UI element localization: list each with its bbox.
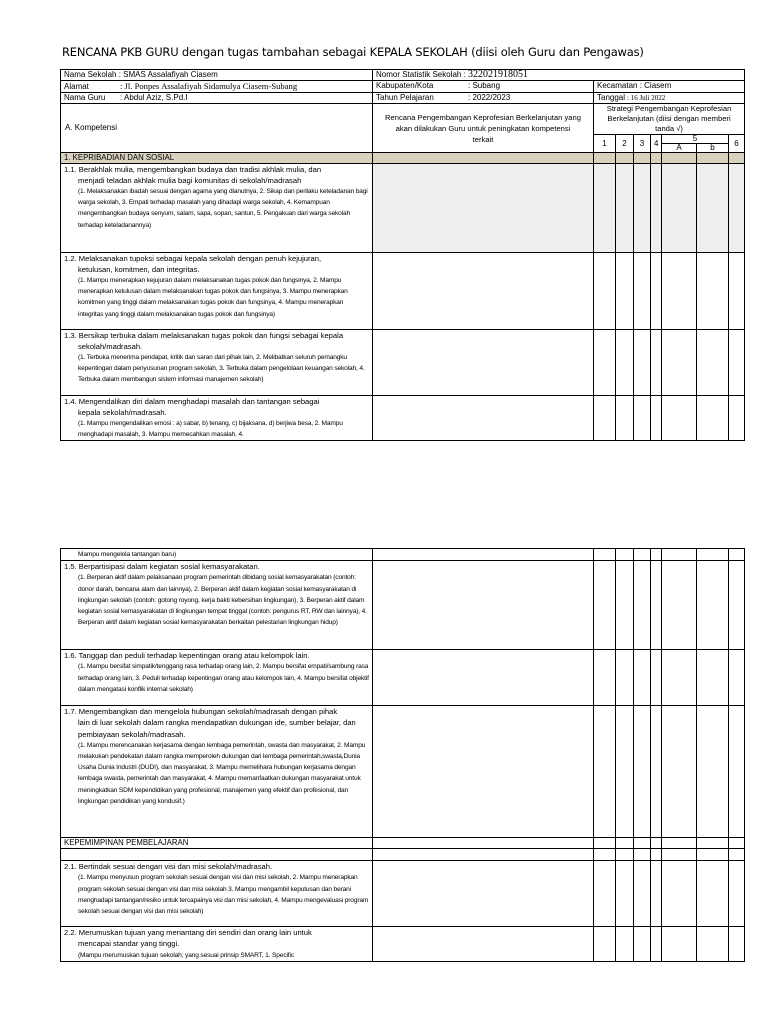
strategy-col-5b: b	[697, 144, 729, 153]
competency-2-2: 2.2. Merumuskan tujuan yang menantang diri sendiri dan orang lain untuk mencapai standar yang tinggi. (Mampu merumuskan tujuan sekolah; yang sesuai prinsip SMART, 1. Specific	[61, 927, 373, 962]
competency-1-7: 1.7. Mengembangkan dan mengelola hubungan sekolah/madrasah dengan pihak lain di luar sekolah dalam rangka mendapatkan dukungan ide, sumber belajar, dan pembiayaan sekolah/madrasah. (1. Mampu merencanakan kerjasama dengan lembaga pemerintah, swasta dan masyarakat, 2. Mampu melakukan pendekatan dalam rangka memperoleh dukungan dari lembaga pemerintah,swasta,Dunia Usaha Dunia Industri (DUDI), dan masyarakat, 3. Mampu memelihara hubungan kerjasama dengan lembaga swasta, pemerintah dan masyarakat, 4. Mampu memanfaatkan dukungan masyarakat untuk meningkatkan SDM kependidikan yang profesional, manajemen yang efektif dan profesional, dan lingkungan pendidikan yang kondusif.)	[61, 706, 373, 838]
strategy-col-1: 1	[594, 135, 616, 153]
pkb-plan-table-page2	[60, 548, 745, 962]
competency-1-4-continued: Mampu mengelola tantangan baru)	[61, 549, 373, 561]
strategy-col-6: 6	[729, 135, 745, 153]
strategy-header: Strategi Pengembangan Keprofesian Berkelanjutan (diisi dengan memberi tanda √)	[594, 104, 745, 135]
plan-cell-1-4[interactable]	[373, 395, 594, 441]
plan-header: Rencana Pengembangan Keprofesian Berkelanjutan yang akan dilakukan Guru untuk peningkatan kompetensi terkait	[373, 104, 594, 153]
strategy-col-4: 4	[651, 135, 662, 153]
document-title: RENCANA PKB GURU dengan tugas tambahan sebagai KEPALA SEKOLAH (diisi oleh Guru dan Pengawas)	[62, 45, 644, 59]
strategy-col-5a: A	[662, 144, 697, 153]
school-year-cell: Tahun Pelajaran : 2022/2023	[373, 93, 594, 104]
plan-cell-2-2[interactable]	[373, 927, 594, 962]
plan-cell-1-3[interactable]	[373, 329, 594, 395]
plan-cell-1-6[interactable]	[373, 650, 594, 706]
competency-1-4: 1.4. Mengendalikan diri dalam menghadapi masalah dan tantangan sebagai kepala sekolah/madrasah. (1. Mampu mengendalikan emosi : a) sabar, b) tenang, c) bijaksana, d) berjiwa besa, 2. Mampu menghadapi masalah, 3. Mampu memecahkan masalah. 4.	[61, 395, 373, 441]
pkb-plan-table-page1	[60, 69, 745, 441]
competency-header: A. Kompetensi	[61, 104, 373, 153]
competency-1-3: 1.3. Bersikap terbuka dalam melaksanakan tugas pokok dan fungsi sebagai kepala sekolah/madrasah. (1. Terbuka menerima pendapat, kritik dan saran dari pihak lain, 2. Melibatkan seluruh pemangku kepentingan dalam penyusunan program sekolah, 3. Terbuka dalam pengelolaan keuangan sekolah, 4. Terbuka dalam membangun sistem informasi manajemen sekolah)	[61, 329, 373, 395]
strategy-col-5: 5	[662, 135, 729, 144]
regency-cell: Kabupaten/Kota : Subang	[373, 81, 594, 93]
teacher-name-cell: Nama Guru : Abdul Aziz, S.Pd.I	[61, 93, 373, 104]
plan-cell-1-4-cont[interactable]	[373, 549, 594, 561]
competency-1-5: 1.5. Berpartisipasi dalam kegiatan sosial kemasyarakatan. (1. Berperan aktif dalam pelaksanaan program pemerintah dibidang sosial kemasyarakatan (contoh: donor darah, bencana alam dan lainnya), 2. Berperan aktif dalam kegiatan sosial kemasyarakatan di lingkungan sekolah (contoh: gotong royong, kerja bakti kebersihan lingkungan), 3. Berperan aktif dalam kegiatan sosial kemasyarakatan di lingkungan tempat tinggal (contoh: pengurus RT, RW dan lainnya), 4. Berperan aktif dalam kegiatan sosial kemasyarakatan berkaitan pelestarian lingkungan hidup)	[61, 561, 373, 650]
district-cell: Kecamatan : Ciasem	[594, 81, 745, 93]
plan-cell-2-1[interactable]	[373, 861, 594, 927]
strategy-col-3: 3	[634, 135, 651, 153]
plan-cell-1-5[interactable]	[373, 561, 594, 650]
competency-1-1: 1.1. Berakhlak mulia, mengembangkan budaya dan tradisi akhlak mulia, dan menjadi teladan akhlak mulia bagi komunitas di sekolah/madrasah (1. Melaksanakan ibadah sesuai dengan agama yang dianutnya, 2. Sikap dan perilaku keteladanan bagi warga sekolah, 3. Empati terhadap masalah yang dihadapi warga sekolah, 4. Kemampuan mengembangkan budaya senyum, salam, sapa, sopan, santun, 5. Pengakuan dari warga sekolah terhadap keteladanannya)	[61, 163, 373, 252]
competency-1-2: 1.2. Melaksanakan tupoksi sebagai kepala sekolah dengan penuh kejujuran, ketulusan, komitmen, dan integritas. (1. Mampu menerapkan kejujuran dalam melaksanakan tugas pokok dan fungsinya, 2. Mampu menerapkan ketulusan dalam melaksanakan tugas pokok dan fungsinya, 3. Mampu menerapkan komitmen yang tinggi dalam melaksanakan tugas pokok dan fungsinya, 4. Mampu menerapkan integritas yang tinggi dalam melaksanakan tugas pokok dan fungsinya)	[61, 252, 373, 329]
address-cell: Alamat : Jl. Ponpes Assalafiyah Sidamulya Ciasem-Subang	[61, 81, 373, 93]
plan-cell-1-1[interactable]	[373, 163, 594, 252]
competency-1-6: 1.6. Tanggap dan peduli terhadap kepentingan orang atau kelompok lain. (1. Mampu bersifat simpatik/tenggang rasa terhadap orang lain, 2. Mampu bersifat empati/sambung rasa terhadap orang lain, 3. Peduli terhadap kepentingan orang atau kelompok lain, 4. Mampu bersifat objektif dalam mengatasi konflik internal sekolah)	[61, 650, 373, 706]
competency-2-1: 2.1. Bertindak sesuai dengan visi dan misi sekolah/madrasah. (1. Mampu menyusun program sekolah sesuai dengan visi dan misi sekolah, 2. Mampu menerapkan program sekolah sesuai dengan visi dan misi sekolah 3. Mampu mengambil keputusan dan berani menghadapi tantangan/resiko untuk tercapainya visi dan misi sekolah, 4. Mampu mengevaluasi program sekolah sesuai dengan visi dan misi sekolah)	[61, 861, 373, 927]
section-learning-leadership: KEPEMIMPINAN PEMBELAJARAN	[61, 838, 373, 849]
plan-cell-1-7[interactable]	[373, 706, 594, 838]
section-personality-social: 1. KEPRIBADIAN DAN SOSIAL	[61, 153, 373, 164]
school-name-cell: Nama Sekolah : SMAS Assalafiyah Ciasem	[61, 70, 373, 81]
date-cell: Tanggal : 16 Juli 2022	[594, 93, 745, 104]
school-stat-number-cell: Nomor Statistik Sekolah : 322021918051	[373, 70, 745, 81]
plan-cell-1-2[interactable]	[373, 252, 594, 329]
strategy-col-2: 2	[616, 135, 634, 153]
